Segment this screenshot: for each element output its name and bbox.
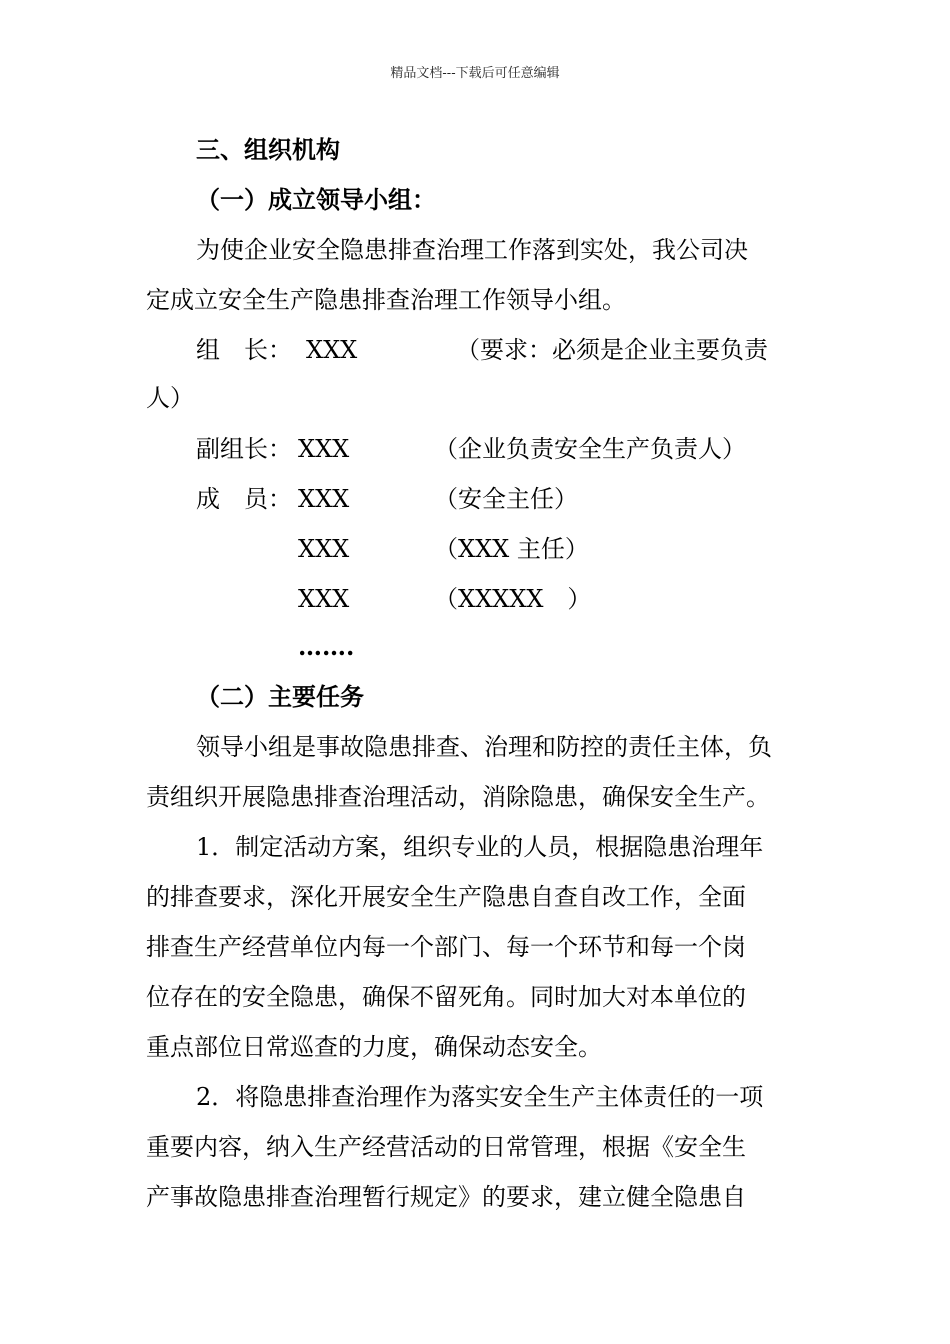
leader-label: 组 长： <box>196 336 292 364</box>
paragraph-line: 领导小组是事故隐患排查、治理和防控的责任主体，负 <box>196 733 772 761</box>
leader-note-continued: 人） <box>146 384 194 412</box>
task-item-2-line: 2．将隐患排查治理作为落实安全生产主体责任的一项 <box>196 1083 764 1111</box>
task-item-1-line: 重点部位日常巡查的力度，确保动态安全。 <box>146 1033 602 1061</box>
task-item-1-line: 位存在的安全隐患，确保不留死角。同时加大对本单位的 <box>146 983 746 1011</box>
section-heading: 三、组织机构 <box>196 135 340 164</box>
task-item-1-line: 1．制定活动方案，组织专业的人员，根据隐患治理年 <box>196 833 764 861</box>
deputy-row <box>196 433 816 465</box>
member-name: XXX <box>298 585 350 613</box>
deputy-name: XXX <box>298 435 350 463</box>
deputy-note: （企业负责安全生产负责人） <box>434 435 746 463</box>
members-label: 成 员： <box>196 485 292 513</box>
task-item-2-line: 产事故隐患排查治理暂行规定》的要求，建立健全隐患自 <box>146 1183 746 1211</box>
task-item-2-line: 重要内容，纳入生产经营活动的日常管理，根据《安全生 <box>146 1133 746 1161</box>
paragraph-line: 为使企业安全隐患排查治理工作落到实处，我公司决 <box>196 236 748 264</box>
page-header: 精品文档---下载后可任意编辑 <box>390 66 560 81</box>
member-name: XXX <box>298 535 350 563</box>
task-item-1-line: 排查生产经营单位内每一个部门、每一个环节和每一个岗 <box>146 933 746 961</box>
member-row <box>196 533 816 565</box>
member-note: （安全主任） <box>434 485 578 513</box>
subheading-leadership-group: （一）成立领导小组： <box>196 185 436 214</box>
paragraph-line: 责组织开展隐患排查治理活动，消除隐患，确保安全生产。 <box>146 783 770 811</box>
deputy-label: 副组长： <box>196 435 292 463</box>
paragraph-line: 定成立安全生产隐患排查治理工作领导小组。 <box>146 286 626 314</box>
leader-name: XXX <box>306 336 358 364</box>
member-name: XXX <box>298 485 350 513</box>
task-item-1-line: 的排查要求，深化开展安全生产隐患自查自改工作，全面 <box>146 883 746 911</box>
leader-row <box>196 334 816 366</box>
member-row <box>196 583 816 615</box>
member-note: （XXX 主任） <box>434 535 589 563</box>
leader-note: （要求：必须是企业主要负责 <box>456 336 768 364</box>
members-ellipsis: ……. <box>298 632 355 661</box>
member-row <box>196 483 816 515</box>
subheading-main-tasks: （二）主要任务 <box>196 682 364 711</box>
member-note: （XXXXX ） <box>434 585 592 613</box>
